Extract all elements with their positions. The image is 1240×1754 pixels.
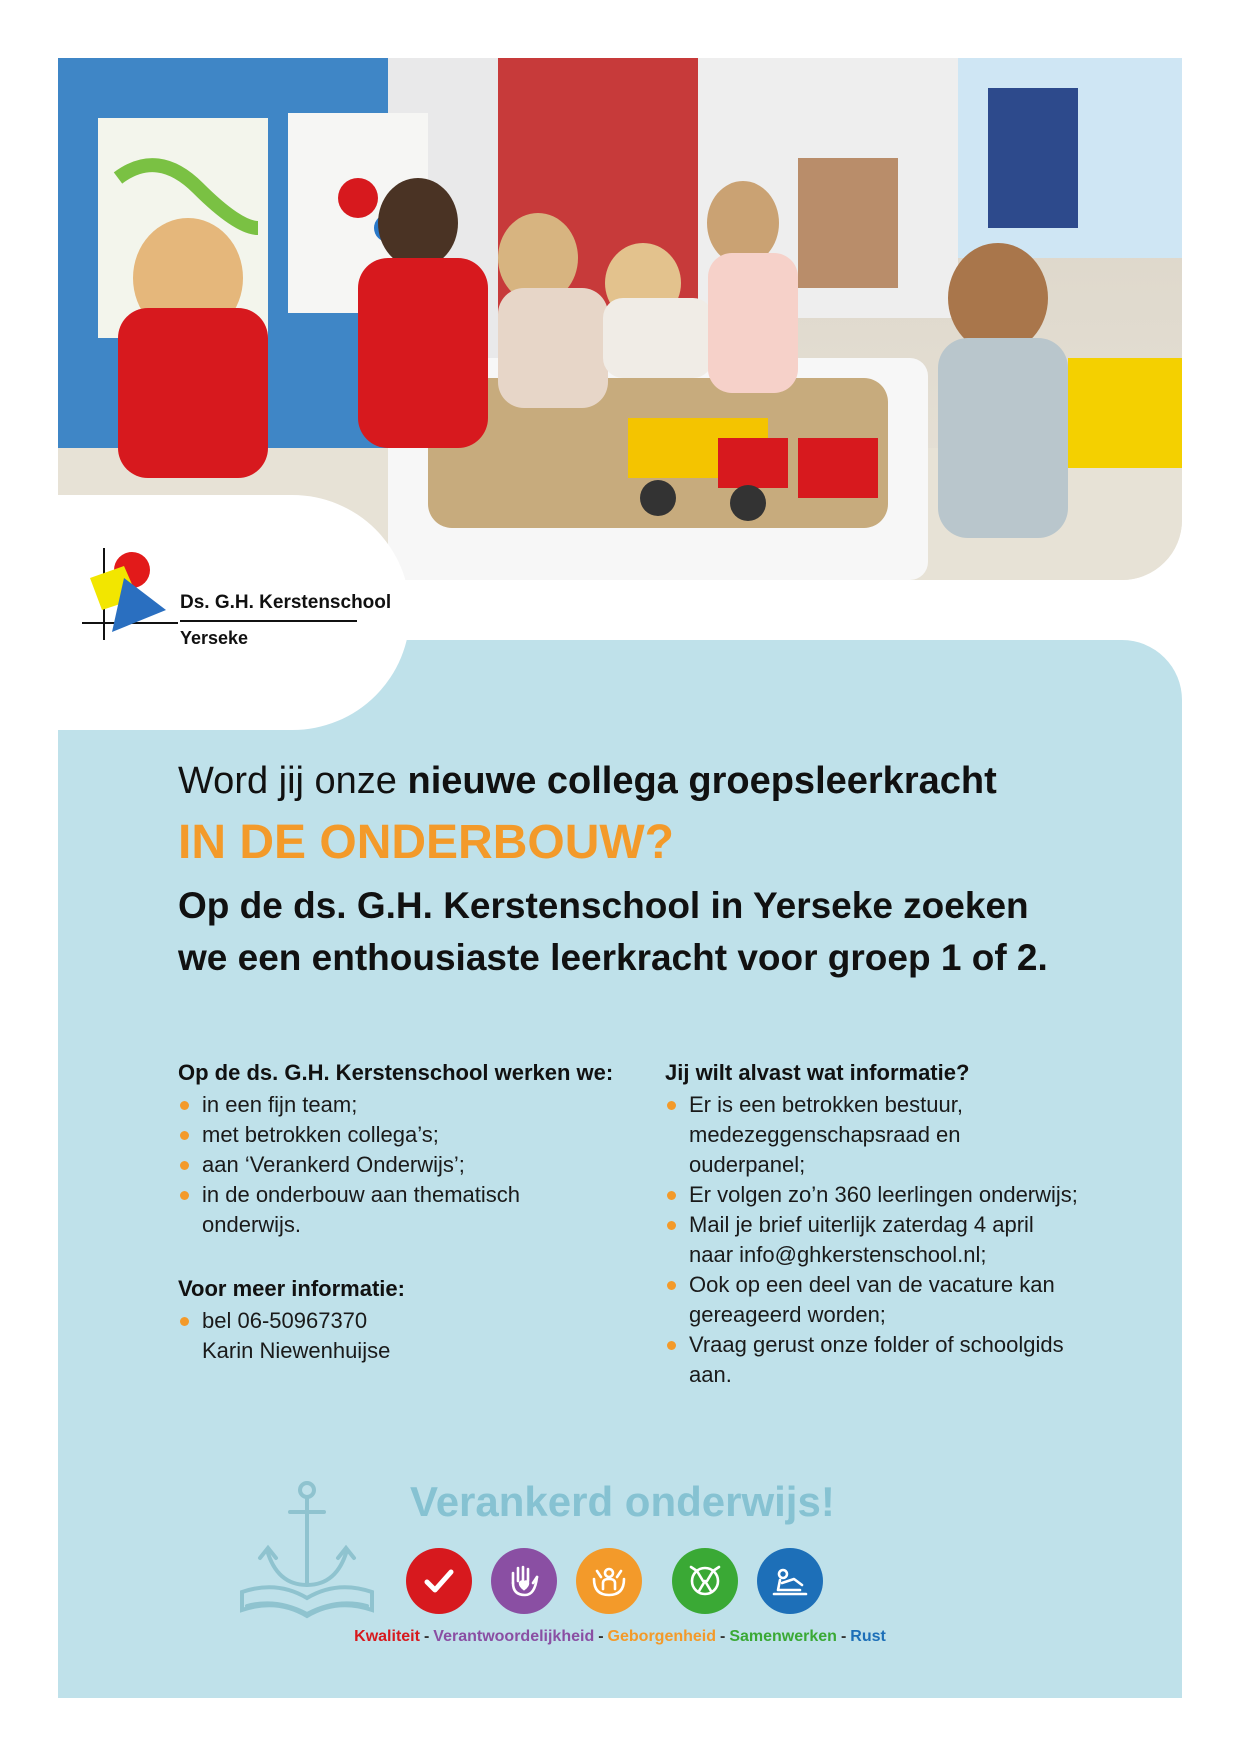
list-item: in een fijn team; bbox=[178, 1090, 638, 1120]
headline-intro bbox=[178, 760, 997, 803]
anchor-book-icon bbox=[232, 1480, 382, 1620]
contact-heading: Voor meer informatie: bbox=[178, 1276, 405, 1301]
list-item: aan ‘Verankerd Onderwijs’; bbox=[178, 1150, 638, 1180]
right-column bbox=[665, 1058, 1125, 1390]
rust-circle bbox=[757, 1548, 823, 1614]
check-icon bbox=[419, 1561, 459, 1601]
school-place: Yerseke bbox=[180, 628, 249, 648]
list-item: Er volgen zo’n 360 leerlingen onderwijs; bbox=[665, 1180, 1125, 1210]
left-heading: Op de ds. G.H. Kerstenschool werken we: bbox=[178, 1060, 614, 1085]
headline-intro-text: Word jij onze bbox=[178, 760, 408, 802]
value-samenwerken: Samenwerken bbox=[729, 1628, 837, 1645]
contact-list bbox=[178, 1306, 638, 1366]
separator: - bbox=[840, 1628, 847, 1645]
logo-rule bbox=[180, 620, 357, 622]
left-list bbox=[178, 1090, 638, 1240]
values-line bbox=[0, 1628, 1240, 1646]
list-item: Mail je brief uiterlijk zaterdag 4 april naar info@ghkerstenschool.nl; bbox=[665, 1210, 1125, 1270]
list-item: Vraag gerust onze folder of schoolgids aan. bbox=[665, 1330, 1125, 1390]
separator: - bbox=[423, 1628, 430, 1645]
list-item: Er is een betrokken bestuur, medezeggenschapsraad en ouderpanel; bbox=[665, 1090, 1125, 1180]
separator: - bbox=[720, 1628, 726, 1645]
geborgenheid-circle bbox=[576, 1548, 642, 1614]
sheltering-hands-icon bbox=[589, 1561, 629, 1601]
samenwerken-circle bbox=[672, 1548, 738, 1614]
right-heading: Jij wilt alvast wat informatie? bbox=[665, 1060, 970, 1085]
joined-hands-icon bbox=[685, 1561, 725, 1601]
list-item: met betrokken collega’s; bbox=[178, 1120, 638, 1150]
list-item: bel 06-50967370 Karin Niewenhuijse bbox=[178, 1306, 638, 1366]
value-rust: Rust bbox=[850, 1628, 886, 1645]
school-name: Ds. G.H. Kerstenschool bbox=[180, 592, 392, 613]
value-geborgenheid: Geborgenheid bbox=[607, 1628, 716, 1645]
right-list bbox=[665, 1090, 1125, 1390]
hand-heart-icon bbox=[504, 1561, 544, 1601]
headline-intro-bold: nieuwe collega groepsleerkracht bbox=[407, 760, 997, 802]
motto: Verankerd onderwijs! bbox=[410, 1478, 835, 1525]
school-logo bbox=[82, 548, 392, 658]
headline-subtitle: Op de ds. G.H. Kerstenschool in Yerseke zoeken we een enthousiaste leerkracht voor groep 1 of 2. bbox=[178, 885, 1048, 978]
kwaliteit-circle bbox=[406, 1548, 472, 1614]
resting-person-icon bbox=[770, 1561, 810, 1601]
list-item: Ook op een deel van de vacature kan gereageerd worden; bbox=[665, 1270, 1125, 1330]
logo-mark bbox=[82, 548, 178, 648]
value-kwaliteit: Kwaliteit bbox=[354, 1628, 420, 1645]
value-verantwoordelijkheid: Verantwoordelijkheid bbox=[433, 1628, 595, 1645]
separator: - bbox=[598, 1628, 604, 1645]
list-item: in de onderbouw aan thematisch onderwijs. bbox=[178, 1180, 638, 1240]
headline-highlight: IN DE ONDERBOUW? bbox=[178, 816, 674, 869]
left-column bbox=[178, 1058, 638, 1366]
verantwoordelijkheid-circle bbox=[491, 1548, 557, 1614]
